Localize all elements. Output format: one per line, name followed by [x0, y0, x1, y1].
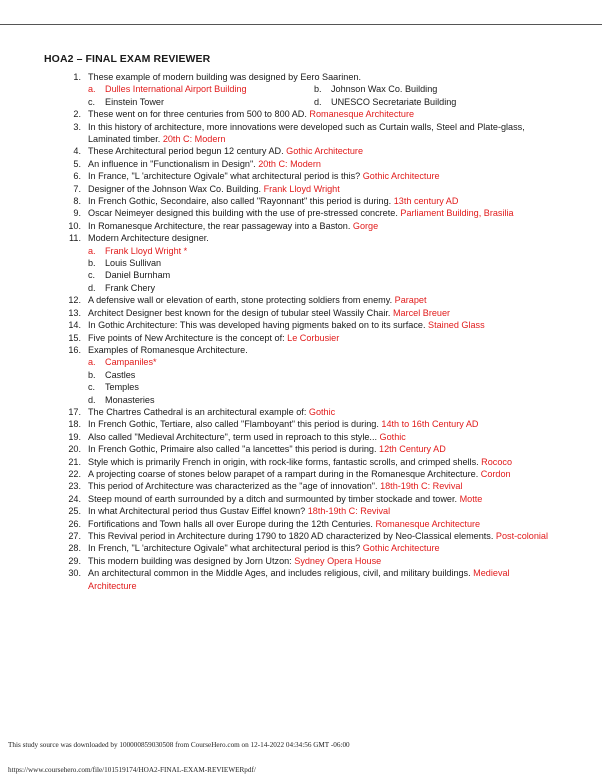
question-item: [56, 145, 556, 157]
answer-text: Gothic: [308, 406, 336, 417]
question-list: [56, 71, 556, 592]
question-number: 11.: [69, 233, 81, 244]
answer-text: 18th-19th C: Revival: [307, 506, 391, 517]
option-text: Dulles International Airport Building: [105, 84, 247, 95]
question-text: This Revival period in Architecture during 1790 to 1820 AD characterized by Neo-Classical elements.: [88, 531, 496, 542]
option-b: [314, 83, 438, 95]
question-text: The Chartres Cathedral is an architectural example of:: [88, 406, 309, 417]
question-text: In what Architectural period thus Gustav Eiffel known?: [88, 506, 308, 517]
option-d: [314, 96, 457, 108]
option-text: Louis Sullivan: [105, 258, 162, 269]
question-text: In French Gothic, Tertiare, also called "Flamboyant" this period is during.: [88, 419, 382, 430]
page-title: HOA2 – FINAL EXAM REVIEWER: [44, 53, 211, 65]
question-item: [56, 567, 556, 592]
question-text: In French Gothic, Secondaire, also called "Rayonnant" this period is during.: [88, 196, 394, 207]
option-letter: a.: [88, 357, 96, 368]
option-c: [56, 269, 556, 281]
question-text: Style which is primarily French in origin, with rock-like forms, fantastic scrolls, and crimped shells.: [88, 456, 482, 467]
option-letter: b.: [88, 369, 96, 380]
option-text: Castles: [105, 369, 136, 380]
answer-text: Post-colonial: [495, 531, 548, 542]
question-item: [56, 555, 556, 567]
source-url[interactable]: https://www.coursehero.com/file/101519174/HOA2-FINAL-EXAM-REVIEWERpdf/: [8, 766, 256, 774]
question-text: Modern Architecture designer.: [88, 233, 209, 244]
option-a: [56, 245, 556, 257]
question-number: 15.: [68, 332, 81, 343]
question-text: In French, "L 'architecture Ogivale" what architectural period is this?: [88, 543, 363, 554]
question-number: 27.: [68, 531, 81, 542]
question-number: 23.: [68, 481, 81, 492]
option-letter: d.: [314, 96, 322, 107]
question-number: 25.: [68, 506, 81, 517]
question-text: An architectural common in the Middle Ages, and includes religious, civil, and military buildings.: [88, 568, 474, 579]
question-item: [56, 183, 556, 195]
question-text: An influence in "Functionalism in Design".: [88, 158, 259, 169]
answer-text: Gothic Architecture: [362, 171, 440, 182]
question-item: [56, 443, 556, 455]
answer-text: 20th C: Modern: [162, 134, 226, 145]
question-number: 3.: [73, 121, 81, 132]
answer-text: Le Corbusier: [287, 332, 340, 343]
option-d: [56, 394, 556, 406]
answer-text: Gothic: [379, 431, 406, 442]
question-item: [56, 121, 556, 146]
question-number: 1.: [73, 72, 81, 82]
question-text: In Romanesque Architecture, the rear passageway into a Baston.: [88, 220, 353, 231]
question-number: 30.: [68, 568, 81, 579]
question-number: 29.: [68, 555, 81, 566]
question-number: 28.: [68, 543, 81, 554]
question-number: 22.: [68, 468, 81, 479]
question-item: [56, 468, 556, 480]
question-text: Examples of Romanesque Architecture.: [88, 344, 248, 355]
answer-text: Rococo: [481, 456, 513, 467]
question-text: Architect Designer best known for the design of tubular steel Wassily Chair.: [88, 307, 393, 318]
answer-text: Cordon: [480, 468, 511, 479]
question-number: 12.: [68, 295, 81, 306]
question-number: 14.: [68, 320, 81, 331]
question-text: Also called "Medieval Architecture", term used in reproach to this style...: [88, 431, 380, 442]
answer-text: Gothic Architecture: [362, 543, 440, 554]
answer-text: 14th to 16th Century AD: [381, 419, 479, 430]
option-letter: b.: [314, 84, 322, 95]
option-letter: d.: [88, 282, 96, 293]
q11-options: [56, 245, 556, 295]
question-number: 16.: [68, 344, 81, 355]
answer-text: 12th Century AD: [379, 444, 446, 455]
option-letter: c.: [88, 270, 96, 281]
question-text: Five points of New Architecture is the concept of:: [88, 332, 288, 343]
question-text: Oscar Neimeyer designed this building with the use of pre-stressed concrete.: [88, 208, 401, 219]
option-text: Monasteries: [105, 394, 155, 405]
question-item: [56, 158, 556, 170]
question-item: [56, 480, 556, 492]
answer-text: Marcel Breuer: [392, 307, 451, 318]
option-letter: a.: [88, 245, 96, 256]
question-item: [56, 170, 556, 182]
question-item: [56, 207, 556, 219]
option-d: [56, 282, 556, 294]
download-notice: This study source was downloaded by 100000859030508 from CourseHero.com on 12-14-2022 04:34:56 GMT -06:00: [8, 741, 350, 749]
answer-text: 13th century AD: [393, 196, 459, 207]
question-number: 8.: [73, 196, 81, 207]
option-letter: c.: [88, 382, 96, 393]
question-text: In Gothic Architecture: This was developed having pigments baked on to its surface.: [88, 320, 429, 331]
option-text: Frank Lloyd Wright *: [105, 245, 188, 256]
question-item: [56, 542, 556, 554]
answer-text: Stained Glass: [428, 320, 485, 331]
q1-options: [56, 83, 556, 108]
question-number: 5.: [73, 158, 81, 169]
question-number: 10.: [68, 220, 81, 231]
option-text: Temples: [105, 382, 139, 393]
question-item: [56, 505, 556, 517]
question-number: 6.: [73, 171, 81, 182]
option-b: [56, 257, 556, 269]
question-text: This period of Architecture was characterized as the "age of innovation".: [88, 481, 381, 492]
answer-text: 20th C: Modern: [258, 158, 321, 169]
question-item: [56, 456, 556, 468]
question-text: These example of modern building was designed by Eero Saarinen.: [88, 72, 361, 82]
question-text: In French Gothic, Primaire also called "a lancettes" this period is during.: [88, 444, 380, 455]
question-number: 7.: [73, 183, 81, 194]
option-text: Frank Chery: [105, 282, 156, 293]
question-item: [56, 431, 556, 443]
question-item: [56, 344, 556, 356]
question-text: Steep mound of earth surrounded by a ditch and surmounted by timber stockade and tower.: [88, 493, 460, 504]
answer-text: Romanesque Architecture: [375, 518, 481, 529]
option-text: Daniel Burnham: [105, 270, 171, 281]
question-item: [56, 493, 556, 505]
option-text: UNESCO Secretariate Building: [331, 96, 457, 107]
option-b: [56, 369, 556, 381]
answer-text: Motte: [459, 493, 483, 504]
option-letter: d.: [88, 394, 96, 405]
question-number: 26.: [68, 518, 81, 529]
question-number: 13.: [68, 307, 81, 318]
question-item: [56, 220, 556, 232]
question-item: [56, 406, 556, 418]
option-text: Einstein Tower: [105, 96, 164, 107]
answer-text: Gothic Architecture: [286, 146, 363, 157]
question-text: A projecting coarse of stones below parapet of a rampart during in the Romanesque Architecture.: [88, 468, 481, 479]
option-a: [88, 83, 247, 95]
question-text: These Architectural period begun 12 century AD.: [88, 146, 287, 157]
answer-text: Sydney Opera House: [294, 555, 382, 566]
question-number: 2.: [73, 109, 81, 120]
question-item: [56, 418, 556, 430]
question-number: 19.: [68, 431, 81, 442]
answer-text: Frank Lloyd Wright: [263, 183, 340, 194]
answer-text: Gorge: [352, 220, 379, 231]
question-number: 17.: [68, 406, 81, 417]
question-item: [56, 518, 556, 530]
option-c: [88, 96, 164, 108]
q16-options: [56, 356, 556, 406]
question-item: [56, 319, 556, 331]
option-text: Campaniles*: [105, 357, 157, 368]
question-item: [56, 71, 556, 83]
question-text: This modern building was designed by Jorn Utzon:: [88, 555, 295, 566]
answer-text: Parapet: [394, 295, 427, 306]
answer-text: Romanesque Architecture: [309, 109, 415, 120]
option-c: [56, 381, 556, 393]
question-text: Designer of the Johnson Wax Co. Building.: [88, 183, 264, 194]
question-number: 18.: [68, 419, 81, 430]
question-text: In France, "L 'architecture Ogivale" what architectural period is this?: [88, 171, 363, 182]
question-number: 4.: [73, 146, 81, 157]
question-text: Fortifications and Town halls all over Europe during the 12th Centuries.: [88, 518, 376, 529]
question-item: [56, 232, 556, 244]
question-item: [56, 195, 556, 207]
question-number: 9.: [73, 208, 81, 219]
answer-text: Medieval Architecture: [88, 568, 510, 591]
question-item: [56, 294, 556, 306]
question-text: A defensive wall or elevation of earth, stone protecting soldiers from enemy.: [88, 295, 395, 306]
question-item: [56, 108, 556, 120]
answer-text: 18th-19th C: Revival: [380, 481, 463, 492]
question-item: [56, 332, 556, 344]
question-item: [56, 307, 556, 319]
question-item: [56, 530, 556, 542]
top-divider: [0, 24, 602, 25]
question-number: 21.: [68, 456, 81, 467]
question-text: In this history of architecture, more innovations were developed such as Curtain walls, Steel and Plate-glass, Laminated timber.: [88, 121, 525, 145]
answer-text: Parliament Building, Brasilia: [400, 208, 514, 219]
option-letter: b.: [88, 258, 96, 269]
option-a: [56, 356, 556, 368]
option-letter: a.: [88, 84, 96, 95]
question-text: These went on for three centuries from 500 to 800 AD.: [88, 109, 310, 120]
option-letter: c.: [88, 96, 96, 107]
option-text: Johnson Wax Co. Building: [331, 84, 438, 95]
question-number: 24.: [68, 493, 81, 504]
question-number: 20.: [68, 444, 81, 455]
